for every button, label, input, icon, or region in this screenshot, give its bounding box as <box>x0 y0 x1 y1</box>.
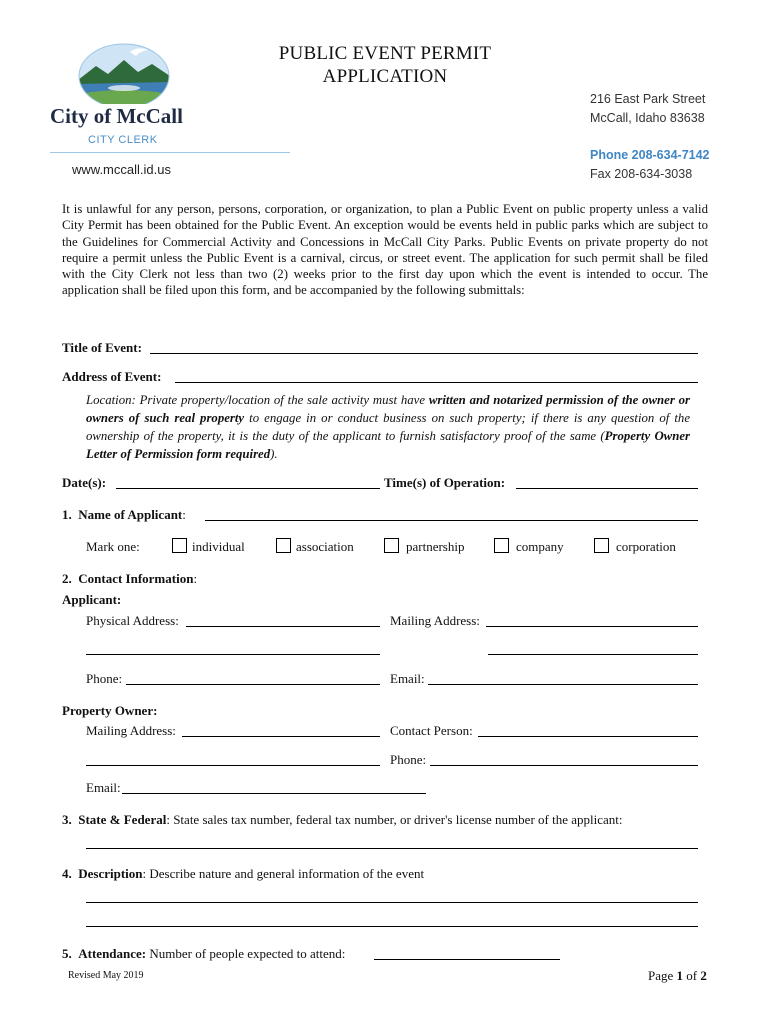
applicant-name-field[interactable] <box>205 520 698 521</box>
physical-address-field[interactable] <box>186 626 380 627</box>
section-3-number: 3. <box>62 812 72 827</box>
page-mid: of <box>683 968 701 983</box>
individual-checkbox[interactable] <box>172 538 187 553</box>
section-4-heading <box>62 866 424 882</box>
title-line-2: APPLICATION <box>322 66 448 87</box>
lake-landscape-icon <box>78 42 170 104</box>
section-2-heading <box>62 571 197 587</box>
corporation-checkbox[interactable] <box>594 538 609 553</box>
mailing-address-field[interactable] <box>486 626 698 627</box>
section-4-number: 4. <box>62 866 72 881</box>
section-5-text: Number of people expected to attend: <box>146 946 346 961</box>
website-link[interactable]: www.mccall.id.us <box>72 162 171 177</box>
owner-phone-label: Phone: <box>390 752 427 767</box>
individual-label: individual <box>192 539 245 554</box>
revision-date: Revised May 2019 <box>68 970 144 981</box>
location-text-1: : Private property/location of the sale activity must have <box>131 393 429 407</box>
page-title <box>240 42 530 88</box>
owner-email-label: Email: <box>86 780 121 795</box>
owner-phone-field[interactable] <box>430 765 698 766</box>
association-label: association <box>296 539 354 554</box>
owner-mailing-address-field-line-2[interactable] <box>86 765 380 766</box>
mark-one-label: Mark one: <box>86 539 140 554</box>
title-of-event-field[interactable] <box>150 353 698 354</box>
corporation-label: corporation <box>616 539 676 554</box>
applicant-phone-field[interactable] <box>126 684 380 685</box>
section-1-heading <box>62 507 186 523</box>
section-5-number: 5. <box>62 946 72 961</box>
company-label: company <box>516 539 564 554</box>
section-4-text: : Describe nature and general information of the event <box>142 866 425 881</box>
partnership-checkbox[interactable] <box>384 538 399 553</box>
location-text-2: to engage in or conduct business on such property; if there is any question of the ownership of the property, it is the duty of the applicant to furnish satisfactory proof of the same ( <box>86 411 690 443</box>
contact-person-field[interactable] <box>478 736 698 737</box>
section-2-label: Contact Information <box>78 571 194 586</box>
page-total: 2 <box>700 968 707 983</box>
company-checkbox[interactable] <box>494 538 509 553</box>
section-3-label: State & Federal <box>78 812 167 827</box>
times-label: Time(s) of Operation: <box>384 475 506 490</box>
applicant-email-label: Email: <box>390 671 425 686</box>
dates-label: Date(s): <box>62 475 107 490</box>
owner-mailing-address-field[interactable] <box>182 736 380 737</box>
city-clerk-label: CITY CLERK <box>88 134 158 146</box>
page-current: 1 <box>676 968 684 983</box>
section-5-heading <box>62 946 345 962</box>
title-of-event-label: Title of Event: <box>62 340 142 355</box>
intro-paragraph: It is unlawful for any person, persons, corporation, or organization, to plan a Public Event on public property unless a valid City Permit has been obtained for the Public Event. An exception would be events held in public parks which are subject to the Guidelines for Commercial Activity and Concessions in McCall City Parks. Public Events on private property do not require a permit unless the Public Event is a carnival, circus, or street event. The application for such permit shall be filed with the City Clerk not less than two (2) weeks prior to the first day upon which the event is intended to occur. The application shall be filed upon this form, and be accompanied by the following submittals: <box>62 202 708 298</box>
section-1-number: 1. <box>62 507 72 522</box>
location-note <box>86 391 690 463</box>
times-field[interactable] <box>516 488 698 489</box>
mailing-address-field-line-2[interactable] <box>488 654 698 655</box>
tax-number-field[interactable] <box>86 848 698 849</box>
office-fax: Fax 208-634-3038 <box>590 167 693 181</box>
section-3-text: : State sales tax number, federal tax number, or driver's license number of the applicant: <box>166 812 623 827</box>
city-name: City of McCall <box>50 104 183 128</box>
owner-mailing-address-label: Mailing Address: <box>86 723 176 738</box>
section-1-colon: : <box>182 507 186 522</box>
property-owner-heading: Property Owner: <box>62 703 158 718</box>
address-of-event-label: Address of Event: <box>62 369 162 384</box>
location-bold-1: written and notarized permission of the owner or owners of such real property <box>86 393 690 425</box>
logo-divider <box>50 152 290 153</box>
attendance-field[interactable] <box>374 959 560 960</box>
description-field-line-1[interactable] <box>86 902 698 903</box>
office-contact <box>590 146 710 184</box>
location-bold-2: Property Owner Letter of Permission form required <box>86 429 690 461</box>
description-field-line-2[interactable] <box>86 926 698 927</box>
location-label: Location <box>86 393 132 407</box>
address-line-2: McCall, Idaho 83638 <box>590 111 705 125</box>
partnership-label: partnership <box>406 539 465 554</box>
applicant-heading: Applicant: <box>62 592 122 607</box>
page-number <box>648 968 707 984</box>
section-1-label: Name of Applicant <box>78 507 183 522</box>
mailing-address-label: Mailing Address: <box>390 613 480 628</box>
page-prefix: Page <box>648 968 677 983</box>
address-line-1: 216 East Park Street <box>590 92 706 106</box>
section-2-number: 2. <box>62 571 72 586</box>
physical-address-field-line-2[interactable] <box>86 654 380 655</box>
owner-email-field[interactable] <box>122 793 426 794</box>
association-checkbox[interactable] <box>276 538 291 553</box>
section-2-colon: : <box>193 571 198 586</box>
section-5-label: Attendance: <box>78 946 147 961</box>
address-of-event-field[interactable] <box>175 382 698 383</box>
physical-address-label: Physical Address: <box>86 613 179 628</box>
office-phone: Phone 208-634-7142 <box>590 148 710 162</box>
contact-person-label: Contact Person: <box>390 723 473 738</box>
applicant-phone-label: Phone: <box>86 671 123 686</box>
applicant-email-field[interactable] <box>428 684 698 685</box>
office-address <box>590 90 705 128</box>
dates-field[interactable] <box>116 488 380 489</box>
section-4-label: Description <box>78 866 143 881</box>
location-text-3: ). <box>270 447 278 461</box>
title-line-1: PUBLIC EVENT PERMIT <box>278 43 492 64</box>
section-3-heading <box>62 812 623 828</box>
